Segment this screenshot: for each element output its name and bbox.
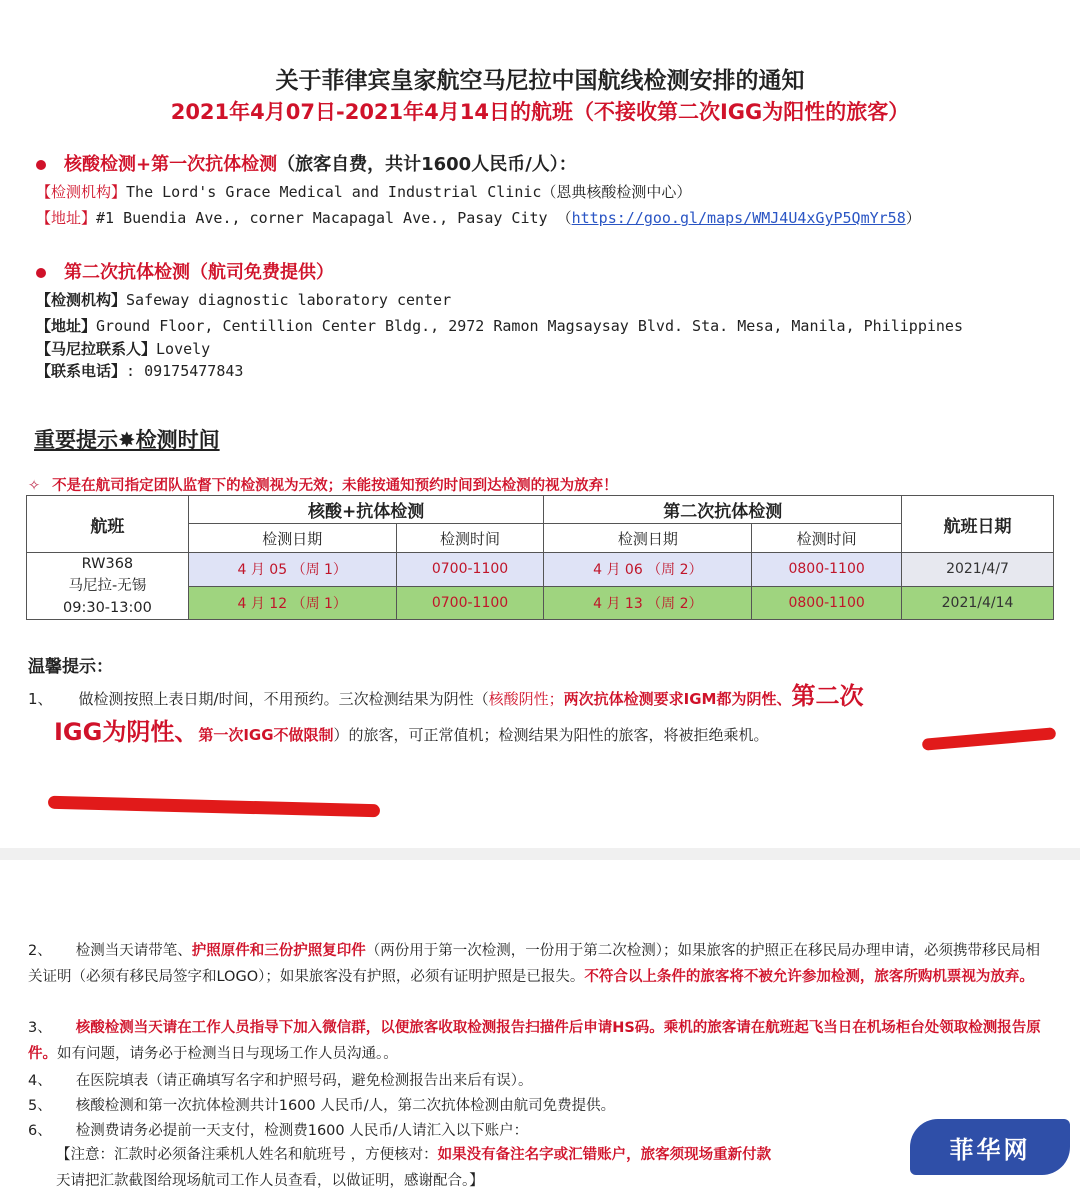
item-5: 5、 核酸检测和第一次抗体检测共计1600 人民币/人，第二次抗体检测由航司免费提供。 bbox=[28, 1098, 616, 1114]
header-test-time-2: 检测时间 bbox=[752, 524, 902, 553]
test-date-2: 4 月 06 （周 2） bbox=[544, 553, 752, 587]
table-row bbox=[27, 553, 1054, 587]
diamond-icon: ✧ bbox=[28, 478, 41, 494]
bullet-icon bbox=[36, 268, 46, 278]
tip-1: 1、 做检测按照上表日期/时间，不用预约。三次检测结果为阴性（核酸阴性；两次抗体检测要求IGM都为阴性、第二次 IGG为阴性、第一次IGG不做限制）的旅客，可正常值机；检测结果为阳性的旅客，将被拒绝乘机。 bbox=[28, 682, 864, 746]
header-group1: 核酸+抗体检测 bbox=[188, 496, 544, 524]
document-subtitle: 2021年4月07日-2021年4月14日的航班（不接收第二次IGG为阳性的旅客） bbox=[170, 100, 910, 124]
warning-line: ✧ 不是在航司指定团队监督下的检测视为无效；未能按通知预约时间到达检测的视为放弃！ bbox=[28, 478, 618, 494]
test-time-1: 0700-1100 bbox=[396, 586, 544, 620]
page-divider bbox=[0, 848, 1080, 860]
flight-date: 2021/4/7 bbox=[902, 553, 1054, 587]
section2-heading: 第二次抗体检测（航司免费提供） bbox=[36, 258, 334, 284]
header-test-date: 检测日期 bbox=[188, 524, 396, 553]
map-link[interactable]: https://goo.gl/maps/WMJ4U4xGyP5QmYr58 bbox=[571, 209, 906, 227]
section2-contact: 【马尼拉联系人】Lovely bbox=[36, 340, 211, 358]
flight-date: 2021/4/14 bbox=[902, 586, 1054, 620]
test-time-1: 0700-1100 bbox=[396, 553, 544, 587]
section1-org: 【检测机构】The Lord's Grace Medical and Industrial Clinic（恩典核酸检测中心） bbox=[36, 183, 692, 201]
item-3: 3、 核酸检测当天请在工作人员指导下加入微信群，以便旅客收取检测报告扫描件后申请HS码。乘机的旅客请在航班起飞当日在机场柜台处领取检测报告原件。如有问题，请务必于检测当日与现场工作人员沟通。。 bbox=[28, 1020, 1041, 1062]
tips-title: 温馨提示： bbox=[28, 657, 113, 677]
item-4: 4、 在医院填表（请正确填写名字和护照号码，避免检测报告出来后有误）。 bbox=[28, 1073, 533, 1089]
header-flight-date: 航班日期 bbox=[902, 496, 1054, 553]
section1-address: 【地址】#1 Buendia Ave., corner Macapagal Ave., Pasay City （https://goo.gl/maps/WMJ4U4xGyP5QmYr58） bbox=[36, 209, 921, 227]
test-date-1: 4 月 12 （周 1） bbox=[188, 586, 396, 620]
test-date-1: 4 月 05 （周 1） bbox=[188, 553, 396, 587]
header-group2: 第二次抗体检测 bbox=[544, 496, 902, 524]
schedule-table bbox=[26, 495, 1054, 620]
item-note: 【注意：汇款时必须备注乘机人姓名和航班号 ，方便核对：如果没有备注名字或汇错账户，旅客须现场重新付款 天请把汇款截图给现场航司工作人员查看，以做证明，感谢配合。】 bbox=[56, 1147, 772, 1189]
test-time-2: 0800-1100 bbox=[752, 586, 902, 620]
test-time-2: 0800-1100 bbox=[752, 553, 902, 587]
test-date-2: 4 月 13 （周 2） bbox=[544, 586, 752, 620]
site-watermark: 菲华网 bbox=[910, 1119, 1070, 1175]
flight-cell: RW368 马尼拉-无锡 09:30-13:00 bbox=[27, 553, 189, 620]
section2-address: 【地址】Ground Floor, Centillion Center Bldg., 2972 Ramon Magsaysay Blvd. Sta. Mesa, Manila, Philippines bbox=[36, 317, 963, 335]
section2-phone: 【联系电话】: 09175477843 bbox=[36, 362, 244, 380]
document-title: 关于菲律宾皇家航空马尼拉中国航线检测安排的通知 bbox=[275, 68, 805, 94]
important-title: 重要提示✸检测时间 bbox=[34, 428, 220, 452]
bullet-icon bbox=[36, 160, 46, 170]
item-2: 2、 检测当天请带笔、护照原件和三份护照复印件（两份用于第一次检测，一份用于第二次检测）；如果旅客的护照正在移民局办理申请，必须携带移民局相关证明（必须有移民局签字和LOGO）；如果旅客没有护照，必须有证明护照是已报失。不符合以上条件的旅客将不被允许参加检测，旅客所购机票视为放弃。 bbox=[28, 943, 1040, 985]
header-test-date-2: 检测日期 bbox=[544, 524, 752, 553]
section1-heading: 核酸检测+第一次抗体检测（旅客自费，共计1600人民币/人）： bbox=[36, 150, 577, 176]
header-test-time: 检测时间 bbox=[396, 524, 544, 553]
highlight-stroke bbox=[48, 796, 380, 818]
item-6: 6、 检测费请务必提前一天支付，检测费1600 人民币/人请汇入以下账户： bbox=[28, 1123, 529, 1139]
header-flight: 航班 bbox=[27, 496, 189, 553]
section2-org: 【检测机构】Safeway diagnostic laboratory center bbox=[36, 291, 452, 309]
